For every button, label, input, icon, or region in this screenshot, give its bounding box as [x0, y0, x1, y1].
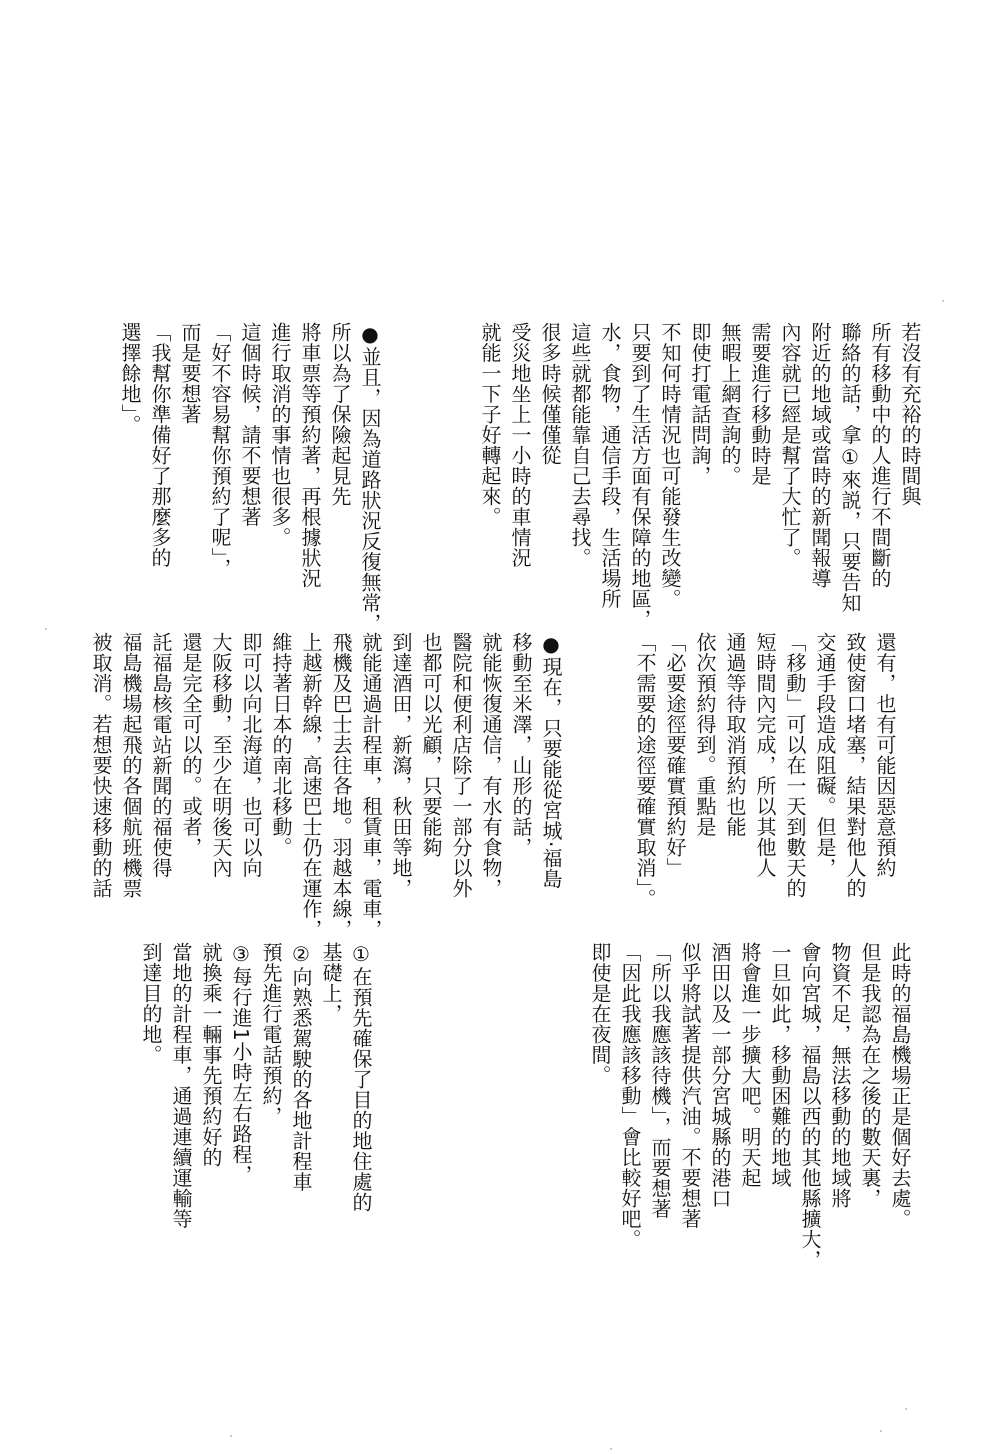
text-column: ③每行進1小時左右路程，: [229, 942, 253, 1185]
text-column: 即使是在夜間。: [588, 942, 612, 1086]
text-column: 無暇上網查詢的。: [718, 322, 742, 486]
text-column: 飛機及巴士去往各地。羽越本線，: [329, 632, 353, 940]
text-column: 只要到了生活方面有保障的地區，: [628, 322, 652, 630]
text-column: 當地的計程車，通過連續運輸等: [169, 942, 193, 1229]
text-column: 一旦如此，移動困難的地域: [768, 942, 792, 1188]
text-block-lower-left: [136, 942, 376, 1229]
text-column: 此時的福島機場正是個好去處。: [888, 942, 912, 1229]
paper-speck: [905, 1408, 907, 1410]
text-column: ●並且，因為道路狀況反復無常，: [358, 322, 382, 634]
text-column: 到達目的地。: [139, 942, 163, 1065]
text-column: 致使窗口堵塞，結果對他人的: [843, 632, 867, 899]
text-block-middle-right: [630, 632, 900, 909]
text-column: 「因此我應該移動」會比較好吧。: [618, 942, 642, 1250]
text-column: 「移動」可以在一天到數天的: [783, 632, 807, 899]
text-column: 即使打電話問詢，: [688, 322, 712, 486]
text-column: 就能一下子好轉起來。: [478, 322, 502, 527]
text-column: 聯絡的話，拿①來説，只要告知: [838, 322, 862, 613]
text-column: 內容就已經是幫了大忙了。: [778, 322, 802, 568]
text-column: ②向熟悉駕駛的各地計程車: [289, 942, 313, 1192]
text-column: 「必要途徑要確實預約好」: [663, 632, 687, 878]
text-column: 將車票等預約著，再根據狀況: [298, 322, 322, 589]
text-block-upper-left: [115, 322, 385, 634]
text-column: 短時間內完成，所以其他人: [753, 632, 777, 878]
text-column: 受災地坐上一小時的車情況: [508, 322, 532, 568]
text-column: 「我幫你準備好了那麼多的: [148, 322, 172, 568]
text-column: 託福島核電站新聞的福使得: [149, 632, 173, 878]
text-column: 即可以向北海道，也可以向: [239, 632, 263, 878]
text-column: 進行取消的事情也很多。: [268, 322, 292, 548]
text-column: 將會進一步擴大吧。明天起: [738, 942, 762, 1188]
text-column: 所以為了保險起見先: [328, 322, 352, 507]
text-column: 若沒有充裕的時間與: [898, 322, 922, 507]
paper-speck: [45, 628, 47, 630]
text-block-upper-right: [475, 322, 925, 630]
text-column: ①在預先確保了目的地住處的: [349, 942, 373, 1213]
text-column: 到達酒田，新瀉，秋田等地，: [389, 632, 413, 899]
text-column: 「好不容易幫你預約了呢」，: [208, 322, 232, 579]
text-column: 物資不足，無法移動的地域將: [828, 942, 852, 1209]
text-column: 福島機場起飛的各個航班機票: [119, 632, 143, 899]
text-column: 移動至米澤，山形的話，: [509, 632, 533, 858]
text-column: 被取消。若想要快速移動的話: [89, 632, 113, 899]
text-column: 依次預約得到。重點是: [693, 632, 717, 837]
paper-speck: [880, 1430, 882, 1432]
text-block-lower-right: [585, 942, 915, 1270]
paper-speck: [610, 1448, 612, 1450]
text-column: 基礎上，: [319, 942, 343, 1024]
text-column: 上越新幹線，高速巴士仍在運作，: [299, 632, 323, 940]
text-column: 附近的地域或當時的新聞報導: [808, 322, 832, 589]
text-column: 會向宮城，福島以西的其他縣擴大，: [798, 942, 822, 1270]
text-column: 很多時候僅僅從: [538, 322, 562, 466]
paper-speck: [942, 300, 944, 302]
text-column: 「所以我應該待機」，而要想著: [648, 942, 672, 1219]
text-column: 需要進行移動時是: [748, 322, 772, 486]
text-column: 交通手段造成阻礙。但是，: [813, 632, 837, 878]
text-column: 這個時候，請不要想著: [238, 322, 262, 527]
text-column: 大阪移動，至少在明後天內: [209, 632, 233, 878]
text-column: 但是我認為在之後的數天裏，: [858, 942, 882, 1209]
text-column: 還是完全可以的。或者，: [179, 632, 203, 858]
text-column: 就換乘一輛事先預約好的: [199, 942, 223, 1168]
text-column: 預先進行電話預約，: [259, 942, 283, 1127]
text-column: 這些就都能靠自己去尋找。: [568, 322, 592, 568]
text-column: 「不需要的途徑要確實取消」。: [633, 632, 657, 909]
text-column: 所有移動中的人進行不間斷的: [868, 322, 892, 589]
text-column: 不知何時情況也可能發生改變。: [658, 322, 682, 609]
text-column: ●現在，只要能從宮城·福島: [539, 632, 563, 889]
text-column: 酒田以及一部分宮城縣的港口: [708, 942, 732, 1209]
text-column: 還有，也有可能因惡意預約: [873, 632, 897, 878]
text-column: 水，食物，通信手段，生活場所: [598, 322, 622, 609]
paper-speck: [230, 1435, 232, 1437]
text-column: 似乎將試著提供汽油。不要想著: [678, 942, 702, 1229]
text-column: 就能恢復通信，有水有食物，: [479, 632, 503, 899]
text-column: 而是要想著: [178, 322, 202, 425]
text-column: 維持著日本的南北移動。: [269, 632, 293, 858]
text-column: 通過等待取消預約也能: [723, 632, 747, 837]
text-column: 醫院和便利店除了一部分以外: [449, 632, 473, 899]
text-column: 就能通過計程車，租賃車，電車，: [359, 632, 383, 940]
text-column: 選擇餘地」。: [118, 322, 142, 435]
text-column: 也都可以光顧，只要能夠: [419, 632, 443, 858]
text-block-middle-left: [86, 632, 566, 940]
